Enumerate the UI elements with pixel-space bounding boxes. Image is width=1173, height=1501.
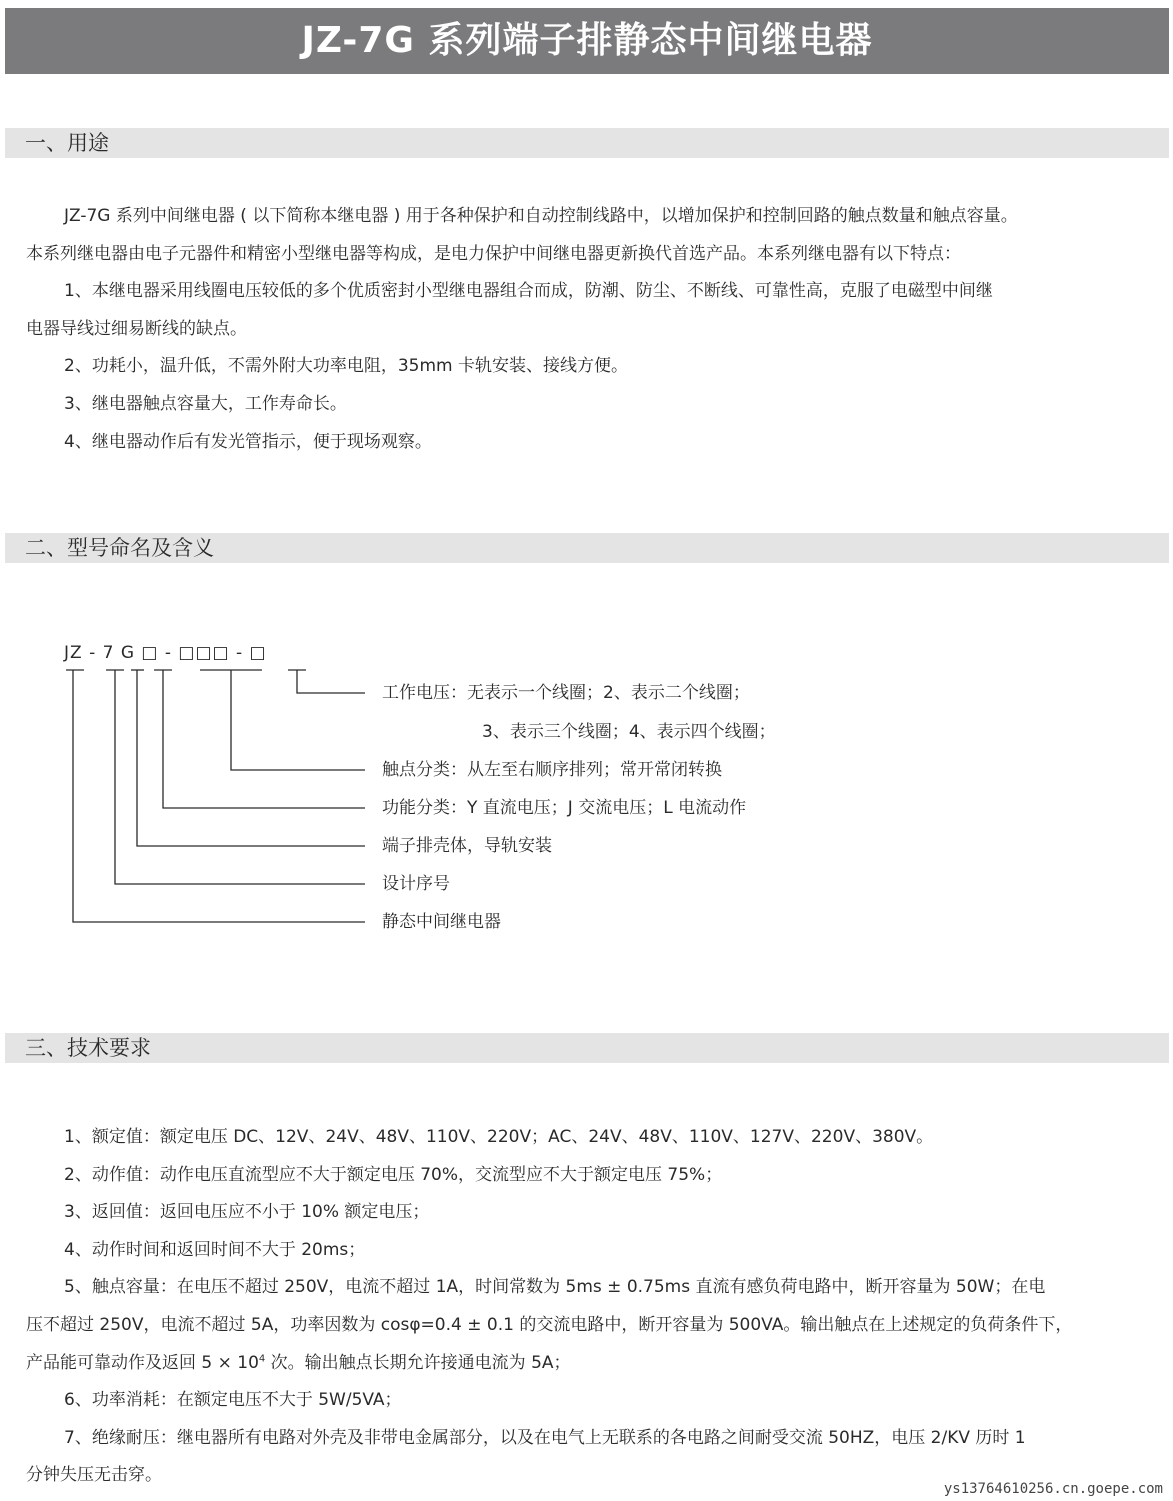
usage-line: 4、继电器动作后有发光管指示，便于现场观察。 xyxy=(64,431,432,452)
model-desc-function: 功能分类：Y 直流电压；J 交流电压；L 电流动作 xyxy=(382,798,747,818)
tech-line: 压不超过 250V，电流不超过 5A，功率因数为 cosφ=0.4 ± 0.1 的交流电路中，断开容量为 500VA。输出触点在上述规定的负荷条件下， xyxy=(26,1314,1073,1335)
usage-line: 2、功耗小，温升低，不需外附大功率电阻，35mm 卡轨安装、接线方便。 xyxy=(64,356,628,377)
model-desc-housing: 端子排壳体，导轨安装 xyxy=(382,836,552,856)
model-desc-voltage: 工作电压：无表示一个线圈；2、表示二个线圈； xyxy=(382,683,750,703)
section-usage-header xyxy=(5,128,1169,158)
usage-line: 电器导线过细易断线的缺点。 xyxy=(26,318,247,339)
section-tech-title: 三、技术要求 xyxy=(25,1036,151,1060)
tech-line: 6、功率消耗：在额定电压不大于 5W/5VA； xyxy=(64,1390,402,1411)
tech-body xyxy=(26,1119,1169,1495)
footer-url: ys13764610256.cn.goepe.com xyxy=(943,1481,1163,1497)
section-model-title: 二、型号命名及含义 xyxy=(25,536,214,560)
tech-line: 3、返回值：返回电压应不小于 10% 额定电压； xyxy=(64,1202,430,1223)
model-desc-design-no: 设计序号 xyxy=(382,874,450,894)
usage-line: 本系列继电器由电子元器件和精密小型继电器等构成，是电力保护中间继电器更新换代首选产品。本系列继电器有以下特点： xyxy=(26,243,961,264)
section-tech-header xyxy=(5,1033,1169,1063)
tech-line: 分钟失压无击穿。 xyxy=(26,1465,162,1486)
model-desc-relay: 静态中间继电器 xyxy=(382,912,501,932)
usage-body xyxy=(26,198,1169,461)
tech-line: 4、动作时间和返回时间不大于 20ms； xyxy=(64,1239,366,1260)
tech-line-part: 次。输出触点长期允许接通电流为 5A； xyxy=(265,1352,571,1373)
tech-line: 1、额定值：额定电压 DC、12V、24V、48V、110V、220V；AC、24V、48V、110V、127V、220V、380V。 xyxy=(64,1127,934,1147)
model-desc-voltage-cont: 3、表示三个线圈；4、表示四个线圈； xyxy=(482,722,776,742)
model-desc-contact: 触点分类：从左至右顺序排列；常开常闭转换 xyxy=(382,760,722,780)
tech-line-part: 产品能可靠动作及返回 5 × 10 xyxy=(26,1352,259,1373)
usage-line: 1、本继电器采用线圈电压较低的多个优质密封小型继电器组合而成，防潮、防尘、不断线、可靠性高，克服了电磁型中间继 xyxy=(64,281,993,302)
model-code: JZ - 7 G □ - □□□ - □ xyxy=(64,643,267,663)
tech-line: 7、绝缘耐压：继电器所有电路对外壳及非带电金属部分，以及在电气上无联系的各电路之间耐受交流 50HZ，电压 2/KV 历时 1 xyxy=(64,1427,1026,1448)
usage-line: JZ-7G 系列中间继电器 ( 以下简称本继电器 ) 用于各种保护和自动控制线路中，以增加保护和控制回路的触点数量和触点容量。 xyxy=(64,206,1018,226)
section-usage-title: 一、用途 xyxy=(25,131,109,155)
tech-line: 2、动作值：动作电压直流型应不大于额定电压 70%，交流型应不大于额定电压 75%； xyxy=(64,1164,723,1185)
page-title: JZ-7G 系列端子排静态中间继电器 xyxy=(5,8,1169,74)
tech-line xyxy=(26,1345,1169,1383)
usage-line: 3、继电器触点容量大，工作寿命长。 xyxy=(64,393,347,414)
exponent: 4 xyxy=(258,1352,266,1364)
section-model-header xyxy=(5,533,1169,563)
tech-line: 5、触点容量：在电压不超过 250V，电流不超过 1A，时间常数为 5ms ± 0.75ms 直流有感负荷电路中，断开容量为 50W；在电 xyxy=(64,1277,1046,1298)
